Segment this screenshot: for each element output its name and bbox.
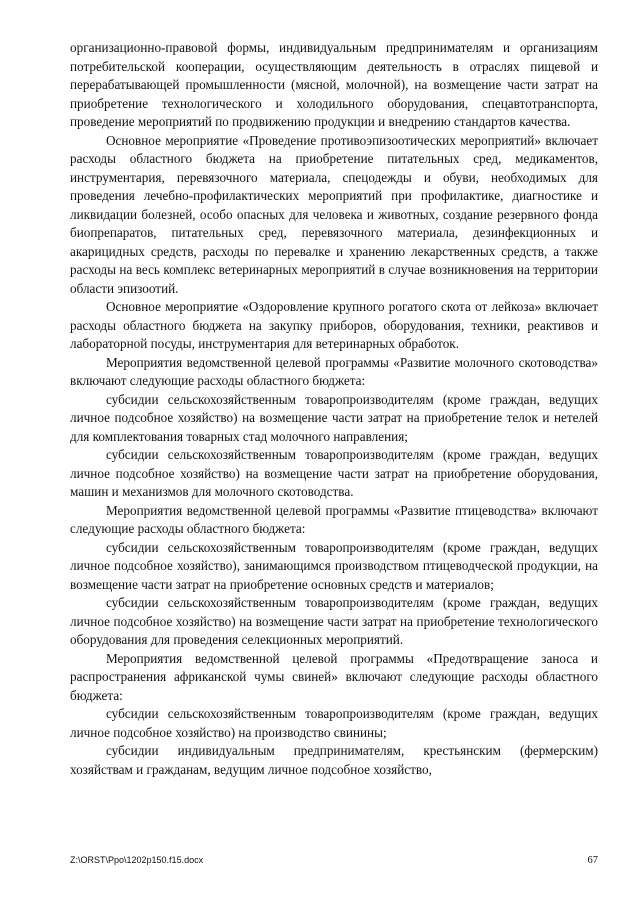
paragraph-8: субсидии сельскохозяйственным товаропроизводителям (кроме граждан, ведущих личное подсобное хозяйство), занимающимся производством птицеводческой продукции, на возмещение части затрат на приобретение основных средств и материалов; (70, 539, 598, 592)
paragraph-2: Основное мероприятие «Проведение противоэпизоотических мероприятий» включает расходы областного бюджета на приобретение питательных сред, медикаментов, инструментария, перевязочного материала, спецодежды и обуви, необходимых для проведения лечебно-профилактических мероприятий при профилактике, диагностике и ликвидации болезней, особо опасных для человека и животных, создание резервного фонда биопрепаратов, питательных сред, перевязочного материала, дезинфекционных и акарицидных средств, расходы по перевалке и хранению лекарственных средств, а также расходы на весь комплекс ветеринарных мероприятий в случае возникновения на территории области эпизоотий. (70, 132, 598, 296)
paragraph-11: субсидии сельскохозяйственным товаропроизводителям (кроме граждан, ведущих личное подсобное хозяйство) на производство свинины; (70, 706, 598, 740)
page-number: 67 (587, 855, 598, 866)
footer-file-path: Z:\ORST\Ppo\1202p150.f15.docx (70, 855, 204, 865)
paragraph-1: организационно-правовой формы, индивидуальным предпринимателям и организациям потребительской кооперации, осуществляющим деятельность в отраслях пищевой и перерабатывающей промышленности (мясной, молочной), на возмещение части затрат на приобретение технологического и холодильного оборудования, спецавтотранспорта, проведение мероприятий по продвижению продукции и внедрению стандартов качества. (70, 40, 598, 129)
paragraph-12: субсидии индивидуальным предпринимателям, крестьянским (фермерским) хозяйствам и гражданам, ведущим личное подсобное хозяйство, (70, 743, 598, 777)
paragraph-6: субсидии сельскохозяйственным товаропроизводителям (кроме граждан, ведущих личное подсобное хозяйство) на возмещение части затрат на приобретение оборудования, машин и механизмов для молочного скотоводства. (70, 447, 598, 499)
paragraph-3: Основное мероприятие «Оздоровление крупного рогатого скота от лейкоза» включает расходы областного бюджета на закупку приборов, оборудования, техники, реактивов и лабораторной посуды, инструментария для ветеринарных обработок. (70, 299, 598, 351)
document-body (70, 39, 598, 779)
paragraph-5: субсидии сельскохозяйственным товаропроизводителям (кроме граждан, ведущих личное подсобное хозяйство) на возмещение части затрат на приобретение телок и нетелей для комплектования товарных стад молочного направления; (70, 391, 598, 444)
paragraph-10: Мероприятия ведомственной целевой программы «Предотвращение заноса и распространения африканской чумы свиней» включают следующие расходы областного бюджета: (70, 650, 598, 703)
paragraph-9: субсидии сельскохозяйственным товаропроизводителям (кроме граждан, ведущих личное подсобное хозяйство) на возмещение части затрат на приобретение технологического оборудования для проведения селекционных мероприятий. (70, 595, 598, 647)
paragraph-7: Мероприятия ведомственной целевой программы «Развитие птицеводства» включают следующие расходы областного бюджета: (70, 502, 598, 536)
paragraph-4: Мероприятия ведомственной целевой программы «Развитие молочного скотоводства» включают следующие расходы областного бюджета: (70, 354, 598, 388)
